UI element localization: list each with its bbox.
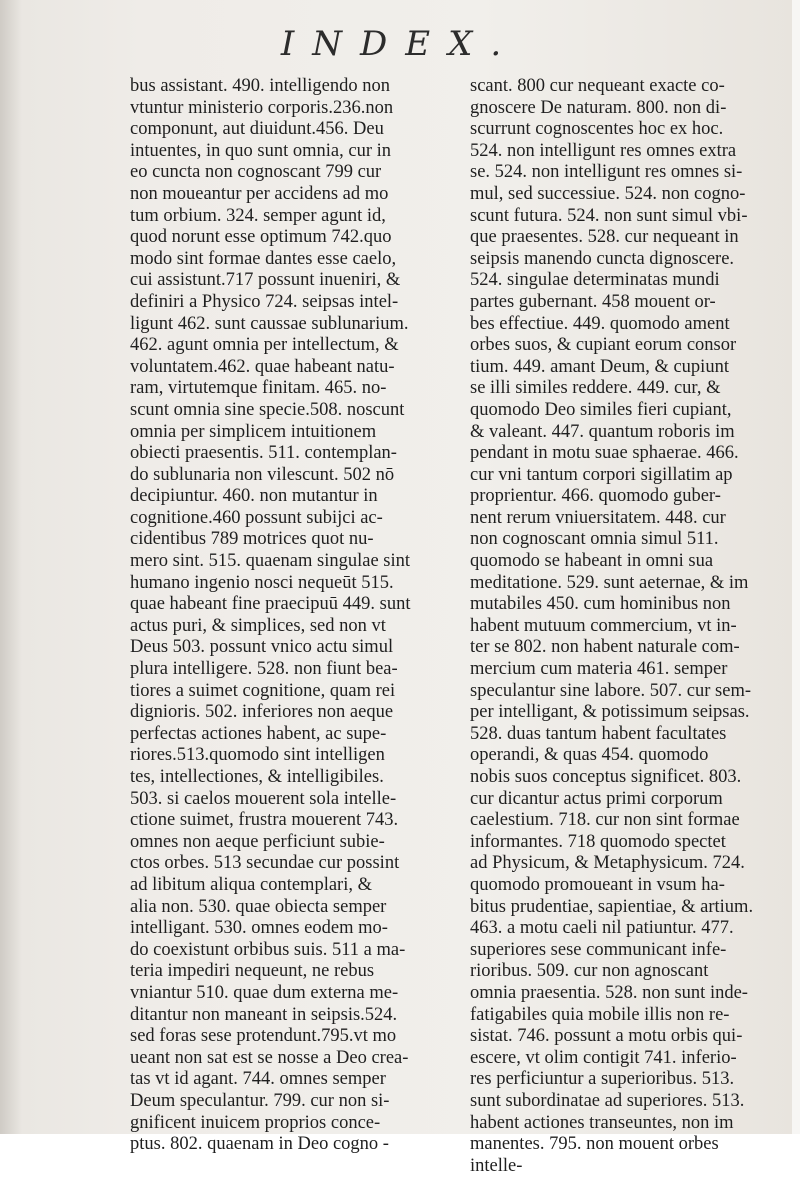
- index-line: pendant in motu suae sphaerae. 466.: [470, 443, 739, 464]
- index-line: mercium cum materia 461. semper: [470, 659, 728, 680]
- index-line: sistat. 746. possunt a motu orbis qui-: [470, 1026, 743, 1047]
- index-line: Deum speculantur. 799. cur non si-: [130, 1090, 390, 1111]
- index-line: ter se 802. non habent naturale com-: [470, 637, 740, 658]
- index-line: non cognoscant omnia simul 511.: [470, 529, 719, 550]
- left-column: [130, 76, 455, 1156]
- index-line: omnia per simplicem intuitionem: [130, 421, 377, 442]
- index-line: gnificent inuicem proprios conce-: [130, 1112, 381, 1133]
- index-line: ad libitum aliqua contemplari, &: [130, 874, 372, 895]
- index-line: ctos orbes. 513 secundae cur possint: [130, 853, 400, 874]
- index-line: orbes suos, & cupiant eorum consor: [470, 335, 737, 356]
- index-line: mul, sed successiue. 524. non cogno-: [470, 183, 746, 204]
- page-gutter-shadow: [0, 0, 22, 1134]
- index-line: non moueantur per accidens ad mo: [130, 183, 389, 204]
- index-line: 524. singulae determinatas mundi: [470, 270, 720, 291]
- index-line: gnoscere De naturam. 800. non di-: [470, 97, 727, 118]
- index-line: scurrunt cognoscentes hoc ex hoc.: [470, 119, 724, 140]
- index-line: bes effectiue. 449. quomodo ament: [470, 313, 730, 334]
- index-line: nent rerum vniuersitatem. 448. cur: [470, 507, 726, 528]
- index-line: obiecti praesentis. 511. contemplan-: [130, 443, 397, 464]
- index-line: scunt omnia sine specie.508. noscunt: [130, 399, 405, 420]
- index-line: tiores a suimet cognitione, quam rei: [130, 680, 396, 701]
- index-line: omnes non aeque perficiunt subie-: [130, 831, 385, 852]
- index-line: ditantur non maneant in seipsis.524.: [130, 1004, 398, 1025]
- index-line: cognitione.460 possunt subijci ac-: [130, 507, 383, 528]
- index-line: omnia praesentia. 528. non sunt inde-: [470, 982, 748, 1003]
- index-line: Deus 503. possunt vnico actu simul: [130, 637, 394, 658]
- index-line: superiores sese communicant infe-: [470, 939, 727, 960]
- index-line: vtuntur ministerio corporis.236.non: [130, 97, 394, 118]
- index-line: tes, intellectiones, & intelligibiles.: [130, 767, 384, 787]
- index-line: ueant non sat est se nosse a Deo crea-: [130, 1047, 409, 1068]
- index-line: perfectas actiones habent, ac supe-: [130, 723, 387, 744]
- index-line: rioribus. 509. cur non agnoscant: [470, 961, 709, 982]
- index-line: tas vt id agant. 744. omnes semper: [130, 1069, 386, 1090]
- index-line: res perficiuntur a superioribus. 513.: [470, 1069, 735, 1090]
- index-line: cur vni tantum corpori sigillatim ap: [470, 464, 733, 485]
- index-line: actus puri, & simplices, sed non vt: [130, 615, 386, 636]
- index-line: definiri a Physico 724. seipsas intel-: [130, 291, 399, 312]
- index-line: do coexistunt orbibus suis. 511 a ma-: [130, 939, 406, 960]
- index-line: sunt subordinatae ad superiores. 513.: [470, 1090, 745, 1111]
- index-line: modo sint formae dantes esse caelo,: [130, 248, 397, 269]
- index-line: 462. agunt omnia per intellectum, &: [130, 335, 399, 356]
- index-line: teria impediri nequeunt, ne rebus: [130, 961, 375, 982]
- index-line: alia non. 530. quae obiecta semper: [130, 896, 387, 917]
- page-edge: [792, 0, 800, 1134]
- index-line: mero sint. 515. quaenam singulae sint: [130, 551, 411, 572]
- index-line: quae habeant fine praecipuū 449. sunt: [130, 594, 411, 615]
- index-line: ligunt 462. sunt caussae sublunarium.: [130, 313, 409, 334]
- index-line: intelle-: [470, 1155, 523, 1176]
- index-line: meditatione. 529. sunt aeternae, & im: [470, 572, 749, 593]
- index-line: informantes. 718 quomodo spectet: [470, 831, 726, 852]
- index-line: 463. a motu caeli nil patiuntur. 477.: [470, 918, 734, 939]
- index-line: intuentes, in quo sunt omnia, cur in: [130, 140, 392, 161]
- index-line: speculantur sine labore. 507. cur sem-: [470, 680, 752, 701]
- index-line: mutabiles 450. cum hominibus non: [470, 594, 731, 615]
- index-line: vniantur 510. quae dum externa me-: [130, 982, 399, 1003]
- right-column: [470, 76, 780, 1177]
- index-line: scunt futura. 524. non sunt simul vbi-: [470, 205, 748, 226]
- index-line: & valeant. 447. quantum roboris im: [470, 421, 735, 442]
- index-line: intelligant. 530. omnes eodem mo-: [130, 918, 388, 939]
- index-line: decipiuntur. 460. non mutantur in: [130, 486, 378, 507]
- index-line: habent actiones transeuntes, non im: [470, 1112, 734, 1133]
- index-line: dignioris. 502. inferiores non aeque: [130, 702, 394, 723]
- index-line: cui assistunt.717 possunt inueniri, &: [130, 270, 401, 291]
- index-line: operandi, & quas 454. quomodo: [470, 745, 709, 766]
- index-line: quod norunt esse optimum 742.quo: [130, 227, 392, 248]
- index-line: humano ingenio nosci nequeūt 515.: [130, 572, 394, 593]
- index-line: bitus prudentiae, sapientiae, & artium.: [470, 896, 754, 917]
- index-line: quomodo promoueant in vsum ha-: [470, 874, 725, 895]
- index-line: ctione suimet, frustra mouerent 743.: [130, 810, 399, 831]
- index-line: do sublunaria non vilescunt. 502 nō: [130, 464, 395, 485]
- index-line: ptus. 802. quaenam in Deo cogno -: [130, 1134, 389, 1155]
- index-line: fatigabiles quia mobile illis non re-: [470, 1004, 730, 1025]
- index-line: ad Physicum, & Metaphysicum. 724.: [470, 853, 745, 874]
- index-line: escere, vt olim contigit 741. inferio-: [470, 1047, 737, 1068]
- index-line: que praesentes. 528. cur nequeant in: [470, 227, 739, 248]
- index-line: riores.513.quomodo sint intelligen: [130, 745, 385, 766]
- index-line: se. 524. non intelligunt res omnes si-: [470, 162, 743, 183]
- running-header: INDEX.: [280, 24, 520, 64]
- index-line: caelestium. 718. cur non sint formae: [470, 810, 740, 831]
- index-line: ram, virtutemque finitam. 465. no-: [130, 378, 387, 399]
- index-line: voluntatem.462. quae habeant natu-: [130, 356, 395, 377]
- index-line: 528. duas tantum habent facultates: [470, 723, 727, 744]
- index-line: cur dicantur actus primi corporum: [470, 788, 723, 809]
- index-line: plura intelligere. 528. non fiunt bea-: [130, 659, 398, 680]
- index-line: se illi similes reddere. 449. cur, &: [470, 378, 721, 399]
- index-line: eo cuncta non cognoscant 799 cur: [130, 162, 382, 183]
- index-line: seipsis manendo cuncta dignoscere.: [470, 248, 735, 269]
- index-line: scant. 800 cur nequeant exacte co-: [470, 76, 725, 96]
- index-line: habent mutuum commercium, vt in-: [470, 615, 737, 636]
- index-line: partes gubernant. 458 mouent or-: [470, 291, 716, 312]
- index-line: 503. si caelos mouerent sola intelle-: [130, 788, 397, 809]
- index-line: bus assistant. 490. intelligendo non: [130, 76, 391, 96]
- index-line: manentes. 795. non mouent orbes: [470, 1134, 719, 1155]
- index-line: sed foras sese protendunt.795.vt mo: [130, 1026, 397, 1047]
- index-line: tium. 449. amant Deum, & cupiunt: [470, 356, 729, 377]
- index-line: cidentibus 789 motrices quot nu-: [130, 529, 374, 550]
- index-line: proprientur. 466. quomodo guber-: [470, 486, 721, 507]
- index-line: 524. non intelligunt res omnes extra: [470, 140, 737, 161]
- index-line: tum orbium. 324. semper agunt id,: [130, 205, 386, 226]
- index-line: quomodo se habeant in omni sua: [470, 551, 714, 572]
- index-line: componunt, aut diuidunt.456. Deu: [130, 119, 384, 140]
- index-line: nobis suos conceptus significet. 803.: [470, 767, 742, 787]
- index-line: quomodo Deo similes fieri cupiant,: [470, 399, 732, 420]
- index-line: per intelligant, & potissimum seipsas.: [470, 702, 750, 723]
